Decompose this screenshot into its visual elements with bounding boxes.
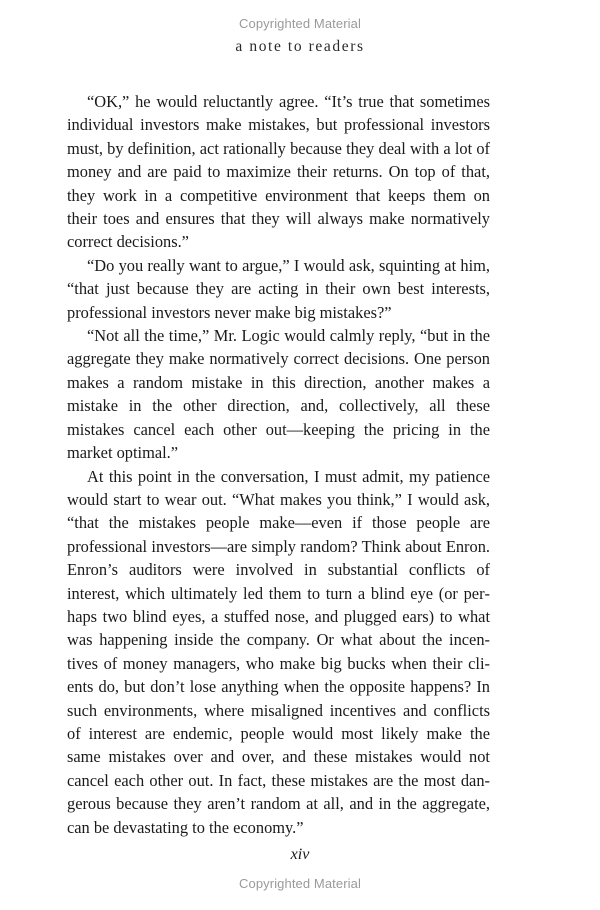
page-number: xiv (290, 846, 310, 863)
paragraph: At this point in the conversation, I must admit, my patience would start to wear out. “What makes you think,” I would ask, “that the mistakes people make—even if those people are professional investors—are simply random? Think about Enron. Enron’s auditors were involved in substantial conflicts of interest, which ultimately led them to turn a blind eye (or perhaps two blind eyes, a stuffed nose, and plugged ears) to what was happening inside the company. Or what about the incentives of money managers, who make big bucks when their clients do, but don’t lose anything when the opposite happens? In such environments, where misaligned incentives and conflicts of interest are endemic, people would most likely make the same mistakes over and over, and these mistakes would not cancel each other out. In fact, these mistakes are the most dangerous because they aren’t random at all, and in the aggregate, can be devastating to the economy.” (67, 466, 490, 837)
paragraph: “Do you really want to argue,” I would ask, squinting at him, “that just because they are acting in their own best interests, professional investors never make big mistakes?” (67, 255, 490, 322)
copyright-watermark-bottom: Copyrighted Material (239, 876, 361, 891)
running-head: a note to readers (235, 38, 365, 55)
paragraph: “OK,” he would reluctantly agree. “It’s true that sometimes individual investors make mistakes, but professional investors must, by definition, act rationally because they deal with a lot of money and are paid to maximize their returns. On top of that, they work in a competitive environment that keeps them on their toes and ensures that they will always make normatively correct decisions.” (67, 92, 490, 252)
paragraph: “Not all the time,” Mr. Logic would calmly reply, “but in the aggregate they make normatively correct decisions. One person makes a random mistake in this direction, another makes a mistake in the other direction, and, collectively, all these mistakes cancel each other out—keeping the pricing in the market optimal.” (67, 326, 490, 463)
body-text (67, 90, 490, 839)
copyright-watermark-top: Copyrighted Material (239, 16, 361, 31)
